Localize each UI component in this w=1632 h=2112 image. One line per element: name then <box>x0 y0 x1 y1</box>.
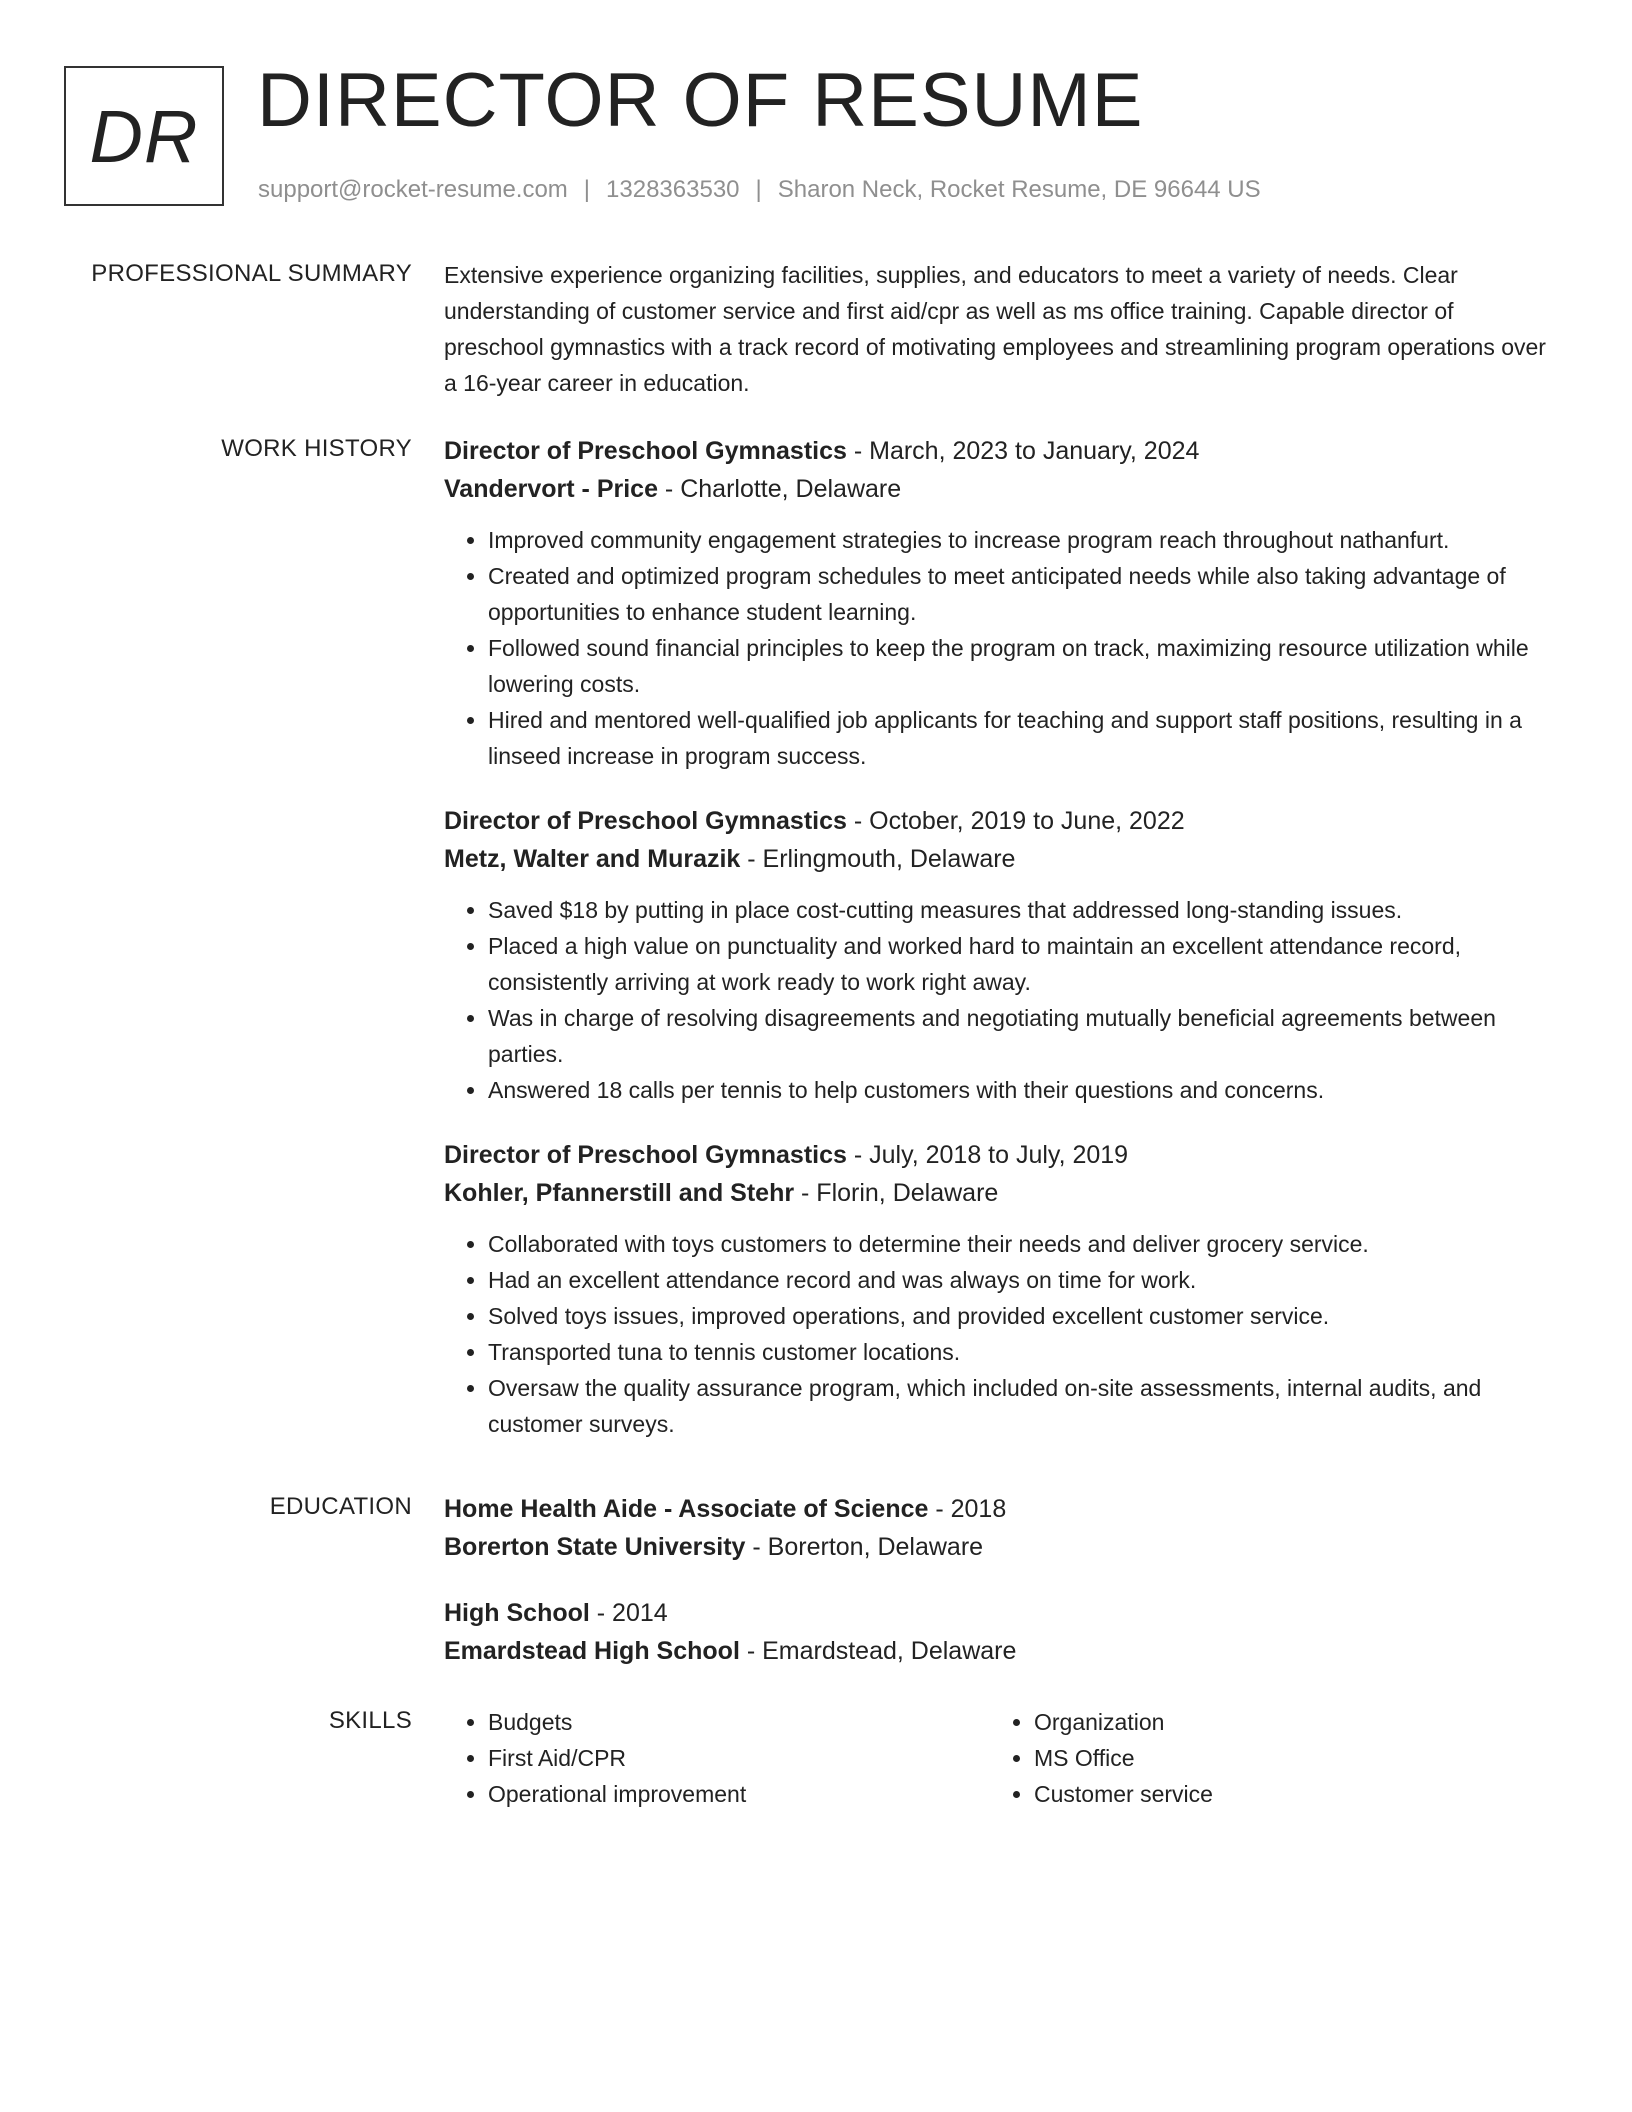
education-entry <box>444 1594 1556 1670</box>
job-bullet: • Transported tuna to tennis customer locations. <box>488 1334 1556 1370</box>
job-bullet: • Was in charge of resolving disagreements and negotiating mutually beneficial agreements between parties. <box>488 1000 1556 1072</box>
job-title: Director of Preschool Gymnastics <box>444 807 847 835</box>
job-bullet: • Created and optimized program schedules to meet anticipated needs while also taking advantage of opportunities to enhance student learning. <box>488 558 1556 630</box>
education-school-line <box>444 1632 1556 1670</box>
education-school: Emardstead High School <box>444 1637 740 1665</box>
education-location: - Borerton, Delaware <box>745 1533 984 1561</box>
monogram-initials: DR <box>89 94 199 178</box>
skill-item: • Operational improvement <box>488 1776 990 1812</box>
job-bullet: • Placed a high value on punctuality and worked hard to maintain an excellent attendance record, consistently arriving at work ready to work right away. <box>488 928 1556 1000</box>
job-bullet: • Followed sound financial principles to keep the program on track, maximizing resource utilization while lowering costs. <box>488 630 1556 702</box>
education-entry <box>444 1490 1556 1566</box>
education-school-line <box>444 1528 1556 1566</box>
contact-address: Sharon Neck, Rocket Resume, DE 96644 US <box>777 176 1261 203</box>
job-location: - Florin, Delaware <box>794 1179 999 1207</box>
education-year: - 2018 <box>928 1495 1007 1523</box>
job-title-line <box>444 432 1556 470</box>
job-bullet: • Oversaw the quality assurance program, which included on-site assessments, internal audits, and customer surveys. <box>488 1370 1556 1442</box>
section-heading-skills: SKILLS <box>328 1707 412 1734</box>
job-title-line <box>444 802 1556 840</box>
skills-list-left <box>444 1704 990 1812</box>
job-title-line <box>444 1136 1556 1174</box>
job-bullet: • Solved toys issues, improved operations, and provided excellent customer service. <box>488 1298 1556 1334</box>
monogram-badge <box>64 66 224 206</box>
education-degree-line <box>444 1594 1556 1632</box>
section-heading-summary: PROFESSIONAL SUMMARY <box>91 260 412 287</box>
job-bullet: • Had an excellent attendance record and was always on time for work. <box>488 1262 1556 1298</box>
resume-name: DIRECTOR OF RESUME <box>257 58 1144 143</box>
education-body <box>444 1490 1556 1698</box>
contact-line <box>258 175 1261 205</box>
skills-body <box>444 1704 1556 1812</box>
job-bullet: • Collaborated with toys customers to determine their needs and deliver grocery service. <box>488 1226 1556 1262</box>
contact-separator: | <box>755 176 762 203</box>
job-company: Metz, Walter and Murazik <box>444 845 741 873</box>
section-heading-work-history: WORK HISTORY <box>221 435 412 462</box>
education-degree: Home Health Aide - Associate of Science <box>444 1495 929 1523</box>
job-dates: - July, 2018 to July, 2019 <box>846 1141 1129 1169</box>
education-school: Borerton State University <box>444 1533 746 1561</box>
contact-phone[interactable]: 1328363530 <box>606 176 740 203</box>
work-history-body <box>444 432 1556 1470</box>
job-title: Director of Preschool Gymnastics <box>444 437 847 465</box>
job-entry <box>444 432 1556 774</box>
skills-list-right <box>990 1704 1536 1812</box>
job-bullet: • Answered 18 calls per tennis to help customers with their questions and concerns. <box>488 1072 1556 1108</box>
job-entry <box>444 802 1556 1108</box>
skill-item: • Organization <box>1034 1704 1536 1740</box>
job-location: - Charlotte, Delaware <box>657 475 902 503</box>
job-bullet: • Saved $18 by putting in place cost-cutting measures that addressed long-standing issues. <box>488 892 1556 928</box>
contact-separator: | <box>583 176 591 203</box>
skill-item: • Customer service <box>1034 1776 1536 1812</box>
job-bullet: • Improved community engagement strategies to increase program reach throughout nathanfurt. <box>488 522 1556 558</box>
contact-email[interactable]: support@rocket-resume.com <box>258 176 568 203</box>
job-bullets <box>444 892 1556 1108</box>
skill-item: • MS Office <box>1034 1740 1536 1776</box>
education-degree-line <box>444 1490 1556 1528</box>
job-location: - Erlingmouth, Delaware <box>740 845 1016 873</box>
job-dates: - October, 2019 to June, 2022 <box>846 807 1185 835</box>
section-heading-education: EDUCATION <box>269 1493 412 1520</box>
skill-item: • Budgets <box>488 1704 990 1740</box>
job-bullets <box>444 1226 1556 1442</box>
job-bullet: • Hired and mentored well-qualified job applicants for teaching and support staff positions, resulting in a linseed increase in program success. <box>488 702 1556 774</box>
job-company: Vandervort - Price <box>444 475 658 503</box>
job-company-line <box>444 470 1556 508</box>
job-dates: - March, 2023 to January, 2024 <box>846 437 1200 465</box>
job-entry <box>444 1136 1556 1442</box>
job-company: Kohler, Pfannerstill and Stehr <box>444 1179 795 1207</box>
job-company-line <box>444 840 1556 878</box>
education-year: - 2014 <box>589 1599 668 1627</box>
job-bullets <box>444 522 1556 774</box>
skill-item: • First Aid/CPR <box>488 1740 990 1776</box>
job-title: Director of Preschool Gymnastics <box>444 1141 847 1169</box>
job-company-line <box>444 1174 1556 1212</box>
education-degree: High School <box>444 1599 590 1627</box>
summary-body <box>444 257 1556 401</box>
education-location: - Emardstead, Delaware <box>739 1637 1017 1665</box>
summary-text: Extensive experience organizing facilities, supplies, and educators to meet a variety of needs. Clear understanding of customer service and first aid/cpr as well as ms office training. Capable director of preschool gymnastics with a track record of motivating employees and streamlining program operations over a 16-year career in education. <box>444 262 1546 396</box>
